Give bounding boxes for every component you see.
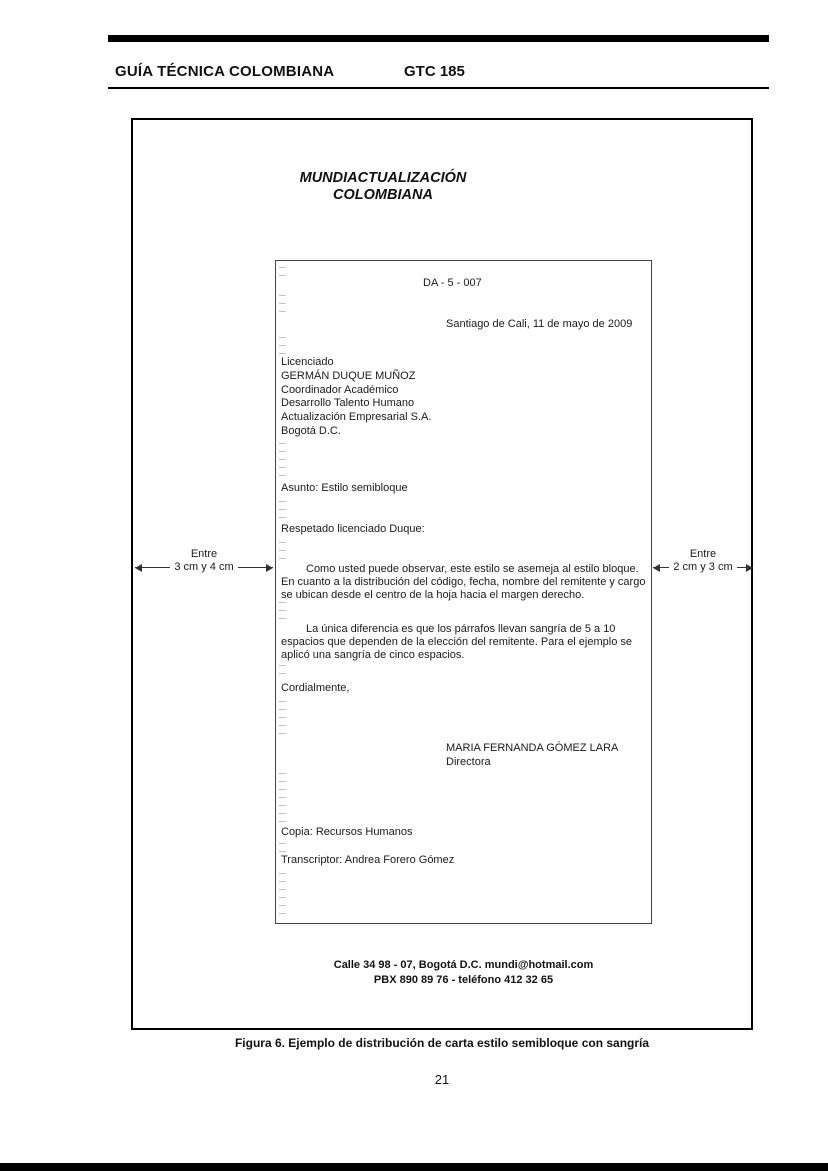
subject-line: Asunto: Estilo semibloque <box>281 482 408 494</box>
recipient-line: Coordinador Académico <box>281 383 399 396</box>
recipient-line: Licenciado <box>281 356 334 368</box>
line-spacing-ticks <box>279 773 286 823</box>
salutation-line: Respetado licenciado Duque: <box>281 523 425 535</box>
recipient-block <box>281 356 431 439</box>
top-rule-bar <box>108 35 769 42</box>
right-margin-label: 2 cm y 3 cm <box>673 561 733 573</box>
letterhead-footer <box>275 958 652 988</box>
doc-code: GTC 185 <box>404 63 465 80</box>
company-name-line2: COLOMBIANA <box>333 187 433 203</box>
recipient-line: Bogotá D.C. <box>281 424 341 437</box>
recipient-line: Actualización Empresarial S.A. <box>281 411 432 424</box>
footer-address-line: Calle 34 98 - 07, Bogotá D.C. mundi@hotmail.com <box>333 959 594 971</box>
signature-title: Directora <box>446 756 491 768</box>
recipient-line: GERMÁN DUQUE MUÑOZ <box>281 369 416 382</box>
company-name-line1: MUNDIACTUALIZACIÓN <box>299 170 467 186</box>
line-spacing-ticks <box>279 665 286 679</box>
left-margin-label-top: Entre <box>190 548 218 560</box>
transcriber-line: Transcriptor: Andrea Forero Gómez <box>281 854 455 866</box>
letter-code: DA - 5 - 007 <box>423 277 482 289</box>
line-spacing-ticks <box>279 337 286 355</box>
bottom-rule-bar <box>0 1163 828 1171</box>
line-spacing-ticks <box>279 602 286 620</box>
figure-frame <box>131 118 753 1030</box>
letter-frame <box>275 260 652 924</box>
copy-line: Copia: Recursos Humanos <box>281 826 413 838</box>
left-margin-annotation <box>135 548 273 574</box>
line-spacing-ticks <box>279 267 286 277</box>
left-arrow-icon <box>653 567 669 568</box>
line-spacing-ticks <box>279 873 286 921</box>
line-spacing-ticks <box>279 843 286 853</box>
left-arrow-icon <box>135 567 170 568</box>
figure-caption: Figura 6. Ejemplo de distribución de carta estilo semibloque con sangría <box>234 1036 650 1050</box>
company-name <box>193 170 573 204</box>
header-rule <box>108 87 769 89</box>
closing-line: Cordialmente, <box>281 682 350 694</box>
signature-block <box>446 741 618 769</box>
body-paragraph: La única diferencia es que los párrafos llevan sangría de 5 a 10 espacios que dependen de la elección del remitente. Para el ejemplo se aplicó una sangría de cinco espacios. <box>281 623 633 661</box>
recipient-line: Desarrollo Talento Humano <box>281 397 415 410</box>
doc-title: GUÍA TÉCNICA COLOMBIANA <box>115 63 335 80</box>
line-spacing-ticks <box>279 701 286 739</box>
footer-phone-line: PBX 890 89 76 - teléfono 412 32 65 <box>373 974 554 986</box>
signature-name: MARIA FERNANDA GÓMEZ LARA <box>446 742 619 754</box>
page-number: 21 <box>434 1072 450 1087</box>
right-margin-label-top: Entre <box>689 548 717 560</box>
right-arrow-icon <box>238 567 273 568</box>
line-spacing-ticks <box>279 443 286 481</box>
body-paragraph: Como usted puede observar, este estilo se asemeja al estilo bloque. En cuanto a la distribución del código, fecha, nombre del remitente y cargo se ubican desde el centro de la hoja hacia el margen derecho. <box>281 563 646 601</box>
line-spacing-ticks <box>279 501 286 521</box>
right-margin-annotation <box>653 548 753 574</box>
line-spacing-ticks <box>279 295 286 315</box>
line-spacing-ticks <box>279 542 286 560</box>
letter-date: Santiago de Cali, 11 de mayo de 2009 <box>446 318 633 330</box>
right-arrow-icon <box>737 567 753 568</box>
left-margin-label: 3 cm y 4 cm <box>174 561 234 573</box>
